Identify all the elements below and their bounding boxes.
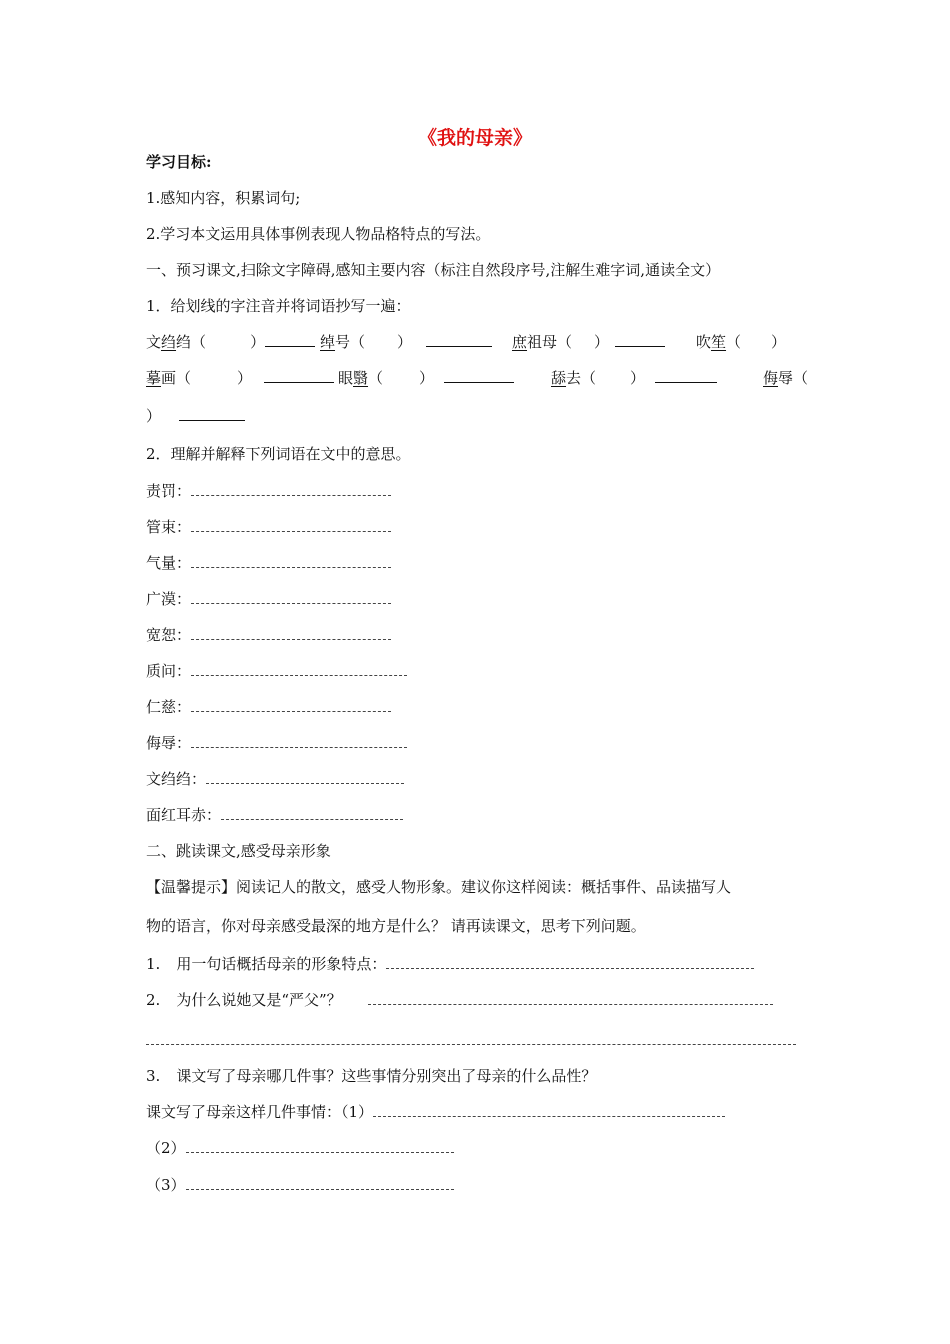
word-post: 辱 <box>778 369 794 387</box>
paren-open: （ <box>176 369 192 387</box>
paren-close: ） <box>397 333 413 351</box>
pinyin-word-5 <box>146 368 334 388</box>
objective-item-2: 2.学习本文运用具体事例表现人物品格特点的写法。 <box>146 225 491 243</box>
term-label: 质问： <box>146 662 192 680</box>
section1-heading: 一、预习课文,扫除文字障碍,感知主要内容（标注自然段序号,注解生难字词,通读全文） <box>146 261 721 279</box>
term-row <box>146 589 391 609</box>
pinyin-word-8 <box>763 368 808 388</box>
pinyin-word-2 <box>320 332 492 352</box>
term-label: 仁慈： <box>146 698 192 716</box>
underlined-char: 绰 <box>320 333 336 351</box>
s2-question-2-continued <box>146 1030 796 1050</box>
underlined-char: 笙 <box>711 333 727 351</box>
paren-open: （ <box>726 333 742 351</box>
answer-blank[interactable] <box>191 590 391 604</box>
paren-open: （ <box>581 369 597 387</box>
paren-open: （ <box>368 369 384 387</box>
copy-blank[interactable] <box>444 368 514 383</box>
question-text: 课文写了母亲哪几件事？这些事情分别突出了母亲的什么品性？ <box>176 1067 597 1085</box>
question-number: 2. <box>146 991 161 1009</box>
s2-question-2 <box>146 990 773 1010</box>
answer-blank[interactable] <box>206 770 404 784</box>
paren-open: （ <box>557 333 573 351</box>
pinyin-word-4 <box>696 332 786 352</box>
term-row <box>146 553 391 573</box>
paren-close: ） <box>771 333 787 351</box>
page-title: 《我的母亲》 <box>417 127 532 149</box>
word-post: 去 <box>566 369 582 387</box>
events-line-3 <box>146 1175 454 1195</box>
paren-close: ） <box>594 333 610 351</box>
copy-blank[interactable] <box>426 332 492 347</box>
word-post: 画 <box>161 369 177 387</box>
objective-item-1: 1.感知内容，积累词句; <box>146 189 301 207</box>
copy-blank[interactable] <box>179 406 245 421</box>
tip-line-1 <box>146 877 731 897</box>
underlined-char: 侮 <box>763 369 779 387</box>
term-row <box>146 697 391 717</box>
paren-close: ） <box>630 369 646 387</box>
paren-close: ） <box>146 407 162 425</box>
answer-blank[interactable] <box>191 482 391 496</box>
answer-blank[interactable] <box>373 1103 725 1117</box>
answer-blank[interactable] <box>186 1176 454 1190</box>
question-2-prompt: 2．理解并解释下列词语在文中的意思。 <box>146 445 411 463</box>
term-row <box>146 805 403 825</box>
event-number: （2） <box>146 1139 186 1157</box>
section2-heading: 二、跳读课文,感受母亲形象 <box>146 842 331 860</box>
underlined-char: 摹 <box>146 369 162 387</box>
copy-blank[interactable] <box>265 332 315 347</box>
s2-question-3 <box>146 1066 596 1086</box>
pinyin-word-7 <box>551 368 717 388</box>
paren-open: （ <box>793 369 809 387</box>
paren-open: （ <box>350 333 366 351</box>
answer-blank[interactable] <box>368 991 773 1005</box>
objectives-heading: 学习目标: <box>146 153 212 171</box>
question-text: 为什么说她又是“严父”？ <box>176 991 342 1009</box>
answer-blank[interactable] <box>146 1031 796 1045</box>
word-pre: 文 <box>146 333 162 351</box>
term-label: 文绉绉： <box>146 770 207 788</box>
answer-blank[interactable] <box>191 554 391 568</box>
pinyin-word-3 <box>512 332 665 352</box>
question-number: 3. <box>146 1067 161 1085</box>
question-text: 用一句话概括母亲的形象特点： <box>176 955 387 973</box>
paren-close: ） <box>419 369 435 387</box>
copy-blank[interactable] <box>264 368 334 383</box>
question-number: 1. <box>146 955 161 973</box>
term-label: 气量： <box>146 554 192 572</box>
copy-blank[interactable] <box>615 332 665 347</box>
term-row <box>146 661 407 681</box>
underlined-char: 舔 <box>551 369 567 387</box>
answer-blank[interactable] <box>191 518 391 532</box>
term-label: 面红耳赤： <box>146 806 222 824</box>
copy-blank[interactable] <box>655 368 717 383</box>
answer-blank[interactable] <box>191 698 391 712</box>
underlined-char: 绉 <box>161 333 177 351</box>
term-row <box>146 481 391 501</box>
s2-question-1 <box>146 954 754 974</box>
underlined-char: 翳 <box>353 369 369 387</box>
underlined-char: 庶 <box>512 333 528 351</box>
tip-label: 【温馨提示】 <box>146 878 237 896</box>
term-row <box>146 517 391 537</box>
question-1-prompt: 1．给划线的字注音并将词语抄写一遍： <box>146 297 411 315</box>
answer-blank[interactable] <box>386 955 754 969</box>
answer-blank[interactable] <box>191 662 407 676</box>
answer-blank[interactable] <box>191 734 407 748</box>
term-label: 侮辱： <box>146 734 192 752</box>
word-post: 祖母 <box>527 333 558 351</box>
pinyin-word-8-continued <box>146 406 245 426</box>
tip-text: 阅读记人的散文，感受人物形象。建议你这样阅读：概括事件、品读描写人 <box>236 878 732 896</box>
word-post: 号 <box>335 333 351 351</box>
events-line-2 <box>146 1138 454 1158</box>
term-label: 宽恕： <box>146 626 192 644</box>
term-row <box>146 625 391 645</box>
pinyin-word-1 <box>146 332 315 352</box>
answer-blank[interactable] <box>191 626 391 640</box>
term-row <box>146 769 404 789</box>
event-number: （3） <box>146 1176 186 1194</box>
word-pre: 眼 <box>338 369 354 387</box>
events-line-1 <box>146 1102 725 1122</box>
term-label: 广漠： <box>146 590 192 608</box>
pinyin-word-6 <box>338 368 514 388</box>
tip-line-2: 物的语言，你对母亲感受最深的地方是什么？ 请再读课文，思考下列问题。 <box>146 917 646 935</box>
term-label: 管束： <box>146 518 192 536</box>
answer-blank[interactable] <box>221 806 403 820</box>
paren-open: （ <box>191 333 207 351</box>
term-row <box>146 733 407 753</box>
paren-close: ） <box>250 333 266 351</box>
paren-close: ） <box>237 369 253 387</box>
events-lead: 课文写了母亲这样几件事情：（1） <box>146 1103 374 1121</box>
term-label: 责罚： <box>146 482 192 500</box>
word-pre: 吹 <box>696 333 712 351</box>
word-post: 绉 <box>176 333 192 351</box>
answer-blank[interactable] <box>186 1139 454 1153</box>
